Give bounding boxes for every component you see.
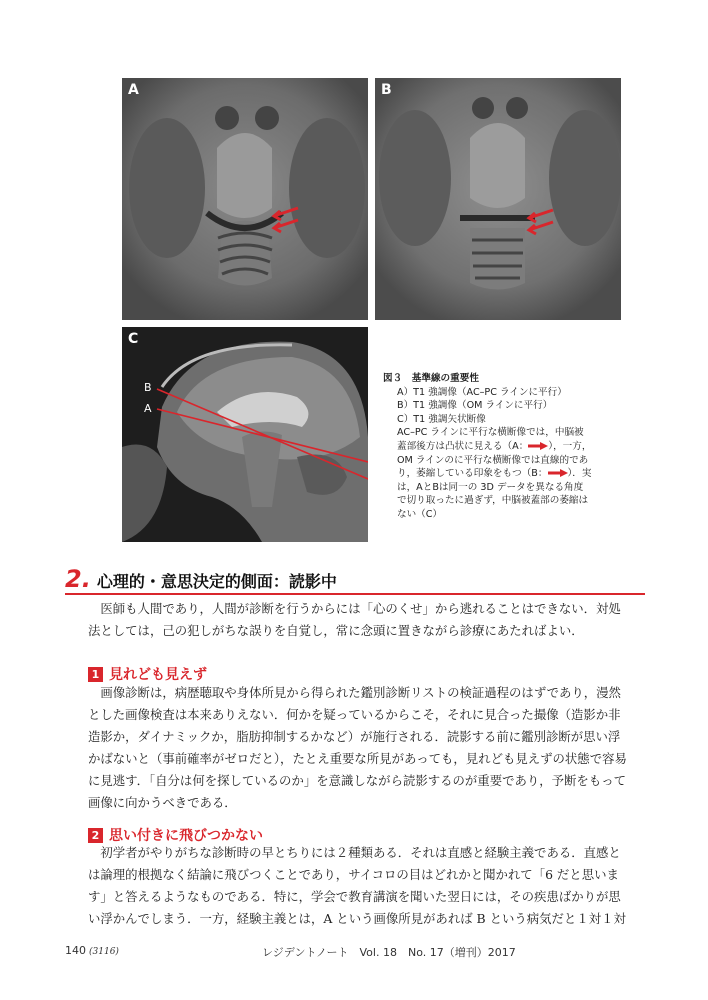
mri-axial-image-b [375, 78, 621, 320]
caption-body-line: AC–PC ラインに平行な横断像では，中脳被 [397, 427, 584, 439]
text-line: 初学者がやりがちな診断時の早とちりには２種類ある．それは直感と経験主義である．直感と [88, 845, 621, 860]
page-number-sub: (3116) [89, 947, 119, 957]
subsection-heading [88, 664, 207, 684]
subsection-body [88, 842, 648, 930]
subsection-body [88, 682, 648, 814]
red-arrow-icon [528, 442, 548, 450]
caption-item: A）T1 強調像（AC–PC ラインに平行） [397, 386, 567, 398]
panel-label-c: C [128, 331, 139, 347]
mri-panel-a [122, 78, 368, 320]
section-rule [65, 593, 645, 595]
line-label-b: B [144, 381, 152, 394]
subsection-number: 1 [88, 667, 103, 682]
red-arrow-icon [548, 469, 568, 477]
text-line: とした画像検査は本来ありえない．何かを疑っているからこそ，それに見合った撮像（造影か非 [88, 707, 621, 722]
text-line: 法としては，己の犯しがちな誤りを自覚し，常に念頭に置きながら診療にあたればよい． [88, 623, 584, 638]
section-intro [88, 598, 648, 642]
section-title: 心理的・意思決定的側面：読影中 [96, 572, 337, 591]
caption-body-line: り，萎縮している印象をもつ（B： ）．実 [397, 468, 592, 480]
text-line: かばないと（事前確率がゼロだと），たとえ重要な所見があっても，見れども見えずの状態で容易 [88, 751, 627, 766]
caption-body-line: 蓋部後方は凸状に見える（A： ），一方， [397, 440, 592, 452]
caption-body-line: で切り取ったに過ぎず，中脳被蓋部の萎縮は [397, 495, 589, 507]
line-label-a: A [144, 402, 152, 415]
panel-label-b: B [381, 82, 392, 98]
text-line: す」と答えるようなものである．特に，学会で教育講演を聞いた翌日には，その疾患ばかりが思 [88, 889, 621, 904]
caption-item: B）T1 強調像（OM ラインに平行） [397, 400, 553, 412]
caption-body-line: は，AとBは同一の 3D データを異なる角度 [397, 481, 584, 493]
subsection-number: 2 [88, 828, 103, 843]
subsection-title: 見れども見えず [109, 667, 207, 683]
text-line: い浮かんでしまう．一方，経験主義とは，A という画像所見があれば B という病気だと１対１対 [88, 911, 626, 926]
caption-body-line: OM ラインのに平行な横断像では直線的であ [397, 454, 589, 466]
mri-sagittal-image-c [122, 327, 368, 542]
text-line: 画像に向かうべきである． [88, 795, 237, 810]
mri-panel-c [122, 327, 368, 542]
panel-label-a: A [128, 82, 139, 98]
section-heading [65, 565, 337, 593]
page-number: 140 (3116) [65, 944, 119, 957]
text-line: は論理的根拠なく結論に飛びつくことであり，サイコロの目はどれかと聞かれて「6 だと思いま [88, 867, 619, 882]
caption-item: C）T1 強調矢状断像 [397, 413, 486, 425]
text-line: に見逃す．「自分は何を探しているのか」を意識しながら読影するのが重要であり，予断をもって [88, 773, 626, 788]
text-line: 画像診断は，病歴聴取や身体所見から得られた鑑別診断リストの検証過程のはずであり，漫然 [88, 685, 621, 700]
text-line: 医師も人間であり，人間が診断を行うからには「心のくせ」から逃れることはできない．対処 [88, 601, 621, 616]
mri-panel-b [375, 78, 621, 320]
mri-axial-image-a [122, 78, 368, 320]
section-number: 2. [65, 565, 91, 593]
caption-body-line: ない（C） [397, 508, 443, 520]
subsection-title: 思い付きに飛びつかない [109, 828, 263, 844]
figure-caption [383, 372, 623, 522]
text-line: 造影か，ダイナミックか，脂肪抑制するかなど）が施行される．読影する前に鑑別診断が思い浮 [88, 729, 621, 744]
caption-title: 図３ 基準線の重要性 [383, 373, 479, 384]
journal-footer: レジデントノート Vol. 18 No. 17（増刊）2017 [262, 946, 516, 959]
